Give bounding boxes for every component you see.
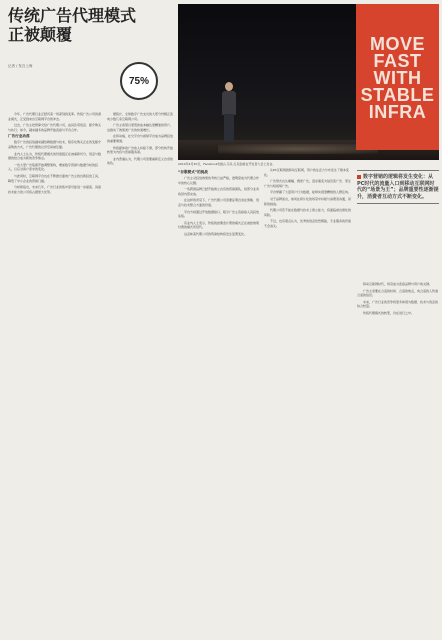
- slogan-sign: [356, 4, 439, 150]
- sign-line-4: INFRA: [368, 101, 427, 122]
- headline: [8, 6, 178, 44]
- paragraph: 过去，广告主把预算交给广告代理公司，由其负责创意、媒介购买与执行；如今，越来越多的品牌开始直接与平台合作。: [8, 123, 102, 132]
- paragraph: 对于品牌而言，如何在碎片化的场景中持续与消费者沟通，是新的挑战。: [264, 196, 352, 206]
- text-column-1: [8, 112, 103, 634]
- text-column-2: [107, 112, 175, 634]
- headline-line-2: 正被颠覆: [8, 25, 73, 44]
- paragraph: 有业内人士表示，传统的按佣金计费的模式正在被按效果付费的模式所替代。: [178, 220, 260, 230]
- byline: 记者 / 发自上海: [8, 64, 33, 68]
- sign-line-3: STABLE: [360, 84, 435, 105]
- speaker-legs: [224, 114, 234, 142]
- paragraph: 一些大型广告集团开始调整架构，增加数字营销与数据分析的投入，以应对客户需求的变化。: [8, 162, 99, 172]
- text-column-3: [178, 168, 260, 634]
- paragraph: 业内普遍认为，代理公司需要重新定义自身的角色。: [107, 156, 174, 166]
- paragraph: 不过，也有观点认为，优秀的创意依然稀缺，专业服务的价值不会消失。: [264, 219, 352, 228]
- sign-line-1: MOVE: [369, 33, 425, 54]
- paragraph: 业内人士认为，传统代理模式的价值链正在被重新切分，创意与数据的结合成为新的竞争焦点。: [8, 151, 102, 161]
- percent-badge: [120, 62, 158, 100]
- paragraph: 移动互联网时代，场景成为连接品牌与用户的关键。: [363, 282, 433, 286]
- speaker-figure: [222, 82, 236, 144]
- paragraph: 平台掌握了大量用户行为数据，能够实现更精细的人群定向。: [270, 190, 352, 195]
- speaker-head: [225, 82, 233, 91]
- paragraph: 广告主希望以更低的成本触达更精准的用户，这推动了效果类广告的快速增长。: [107, 123, 174, 132]
- paragraph: 广告主对投放效果的考核日益严格，透明度成为代理合作中的核心议题。: [178, 176, 260, 185]
- paragraph: 在移动端，社交平台与视频平台成为品牌投放的重要渠道。: [107, 134, 174, 143]
- section-heading: 广告行业动荡: [8, 134, 30, 139]
- paragraph: 广告主需要在合适的时间、合适的地点，向合适的人传递合适的信息。: [357, 288, 439, 298]
- pull-quote-text: 数字营销的逻辑将发生变化：从PC时代的流量入口到移动互联网时代的“场景为王”；品牌重要性逐渐提升，消费者互动方式不断变化。: [357, 174, 439, 200]
- section-heading: “谷歌模式”的挑战: [178, 170, 208, 174]
- paragraph: 平台方则通过开放数据接口，吸引广告主直接接入其投放系统。: [178, 209, 260, 219]
- paragraph: 从PC互联网到移动互联网，用户的注意力分布发生了根本变化。: [264, 168, 349, 177]
- paragraph: 未来，广告行业的竞争将更多体现为数据、技术与创意的综合较量。: [357, 299, 439, 309]
- paragraph: 今年，广告代理行业正经历着一场深刻的变革。传统广告公司的商业模式，正受到来自互联网平台的冲击。: [8, 112, 102, 121]
- stage-light: [218, 144, 378, 154]
- bullet-icon: [357, 175, 361, 179]
- text-column-4: [264, 168, 352, 634]
- paragraph: 与此同时，互联网平台也在不断推出面向广告主的自助投放工具，降低了中小企业的营销门槛。: [8, 173, 102, 183]
- percent-badge-value: 75%: [128, 75, 149, 87]
- paragraph: 分析师指出，未来几年，广告行业的集中度可能进一步提高，具备技术能力的公司将占据更大优势。: [8, 185, 102, 194]
- headline-line-1: 传统广告代理模式: [8, 6, 137, 25]
- pull-quote: [357, 170, 439, 204]
- speaker-body: [222, 91, 236, 115]
- sign-line-2: FAST WITH: [373, 50, 422, 88]
- paragraph: 这意味着代理公司的利润结构将发生显著变化。: [184, 231, 248, 236]
- paragraph: 据统计，全球数字广告支出的大部分份额正流向少数几家互联网公司。: [107, 112, 174, 121]
- paragraph: 在这样的背景下，广告代理公司需要证明自身在策略、创意与技术整合方面的价值。: [178, 198, 260, 207]
- paragraph: 传统媒体的广告收入持续下滑，部分机构开始转型为内容与营销服务商。: [107, 145, 174, 155]
- paragraph: 数字广告的投放越来越依赖数据与技术，程序化购买正在改变媒介采购的方式，广告代理的议价空间被压缩。: [8, 140, 102, 149]
- paragraph: 传统代理模式的转型，仍在进行之中。: [363, 310, 415, 315]
- paragraph: 代理公司若不能在数据与技术上建立能力，将面临被边缘化的风险。: [264, 208, 352, 217]
- paragraph: 一些跨国品牌已经开始建立自有的营销团队，将部分业务收回内部完成。: [178, 187, 260, 196]
- photo-caption: 2014年4月30日，Facebook创始人马克·扎克伯格在开发者大会上发言。: [178, 162, 276, 166]
- text-column-5: [357, 282, 439, 634]
- paragraph: 广告形式也从横幅、搜索广告，逐步演变为信息流广告、原生广告与短视频广告。: [264, 179, 352, 188]
- stage-photo: [178, 4, 439, 160]
